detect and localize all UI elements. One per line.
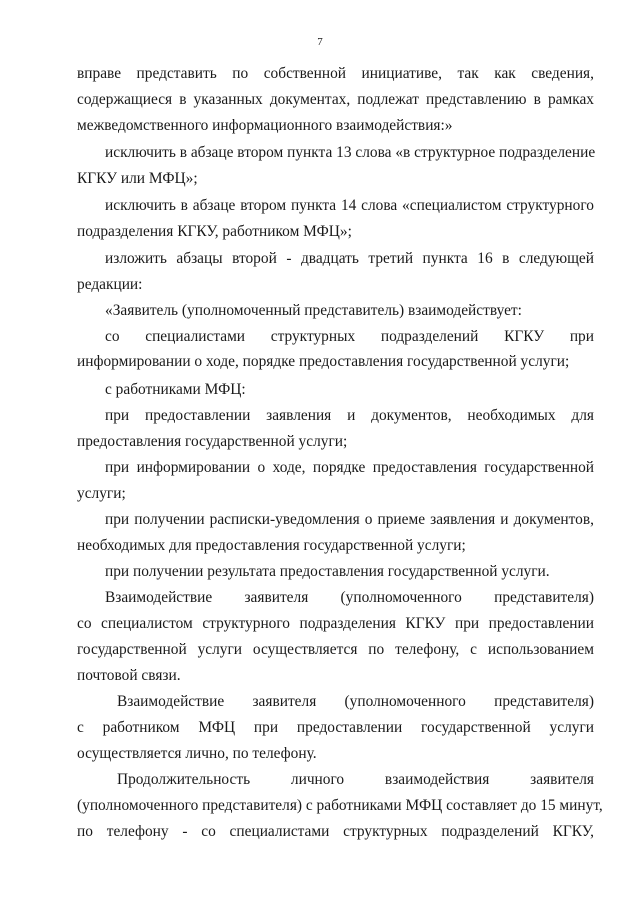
- text-line: Взаимодействие заявителя (уполномоченного представителя): [105, 589, 594, 606]
- text-line: по телефону - со специалистами структурных подразделений КГКУ,: [77, 823, 594, 840]
- page-number: 7: [317, 36, 323, 48]
- text-line: при получении результата предоставления государственной услуги.: [105, 563, 550, 580]
- text-line: при получении расписки-уведомления о приеме заявления и документов,: [105, 511, 594, 528]
- text-line: содержащиеся в указанных документах, подлежат представлению в рамках: [77, 91, 594, 108]
- text-line: почтовой связи.: [77, 667, 181, 684]
- text-line: Взаимодействие заявителя (уполномоченного представителя): [117, 693, 594, 710]
- text-line: услуги;: [77, 485, 126, 502]
- text-line: межведомственного информационного взаимодействия:»: [77, 117, 453, 134]
- text-line: при предоставлении заявления и документов, необходимых для: [105, 407, 594, 424]
- text-line: необходимых для предоставления государственной услуги;: [77, 537, 466, 554]
- text-line: исключить в абзаце втором пункта 13 слова «в структурное подразделение: [105, 144, 596, 161]
- text-line: подразделения КГКУ, работником МФЦ»;: [77, 223, 352, 240]
- text-line: Продолжительность личного взаимодействия заявителя: [117, 771, 594, 788]
- text-line: со специалистом структурного подразделения КГКУ при предоставлении: [77, 615, 594, 632]
- text-line: со специалистами структурных подразделений КГКУ при: [105, 328, 594, 345]
- text-line: вправе представить по собственной инициативе, так как сведения,: [77, 65, 594, 82]
- text-line: при информировании о ходе, порядке предоставления государственной: [105, 459, 594, 476]
- text-line: исключить в абзаце втором пункта 14 слова «специалистом структурного: [105, 197, 594, 214]
- text-line: изложить абзацы второй - двадцать третий пункта 16 в следующей: [105, 250, 594, 267]
- text-line: редакции:: [77, 276, 143, 293]
- text-line: с работниками МФЦ:: [105, 381, 246, 398]
- text-line: осуществляется лично, по телефону.: [77, 745, 317, 762]
- text-line: «Заявитель (уполномоченный представитель) взаимодействует:: [105, 302, 522, 319]
- text-line: с работником МФЦ при предоставлении государственной услуги: [77, 719, 594, 736]
- text-line: государственной услуги осуществляется по телефону, с использованием: [77, 641, 594, 658]
- text-line: предоставления государственной услуги;: [77, 433, 348, 450]
- text-line: КГКУ или МФЦ»;: [77, 170, 198, 187]
- text-line: информировании о ходе, порядке предоставления государственной услуги;: [77, 353, 570, 370]
- text-line: (уполномоченного представителя) с работниками МФЦ составляет до 15 минут,: [77, 797, 603, 814]
